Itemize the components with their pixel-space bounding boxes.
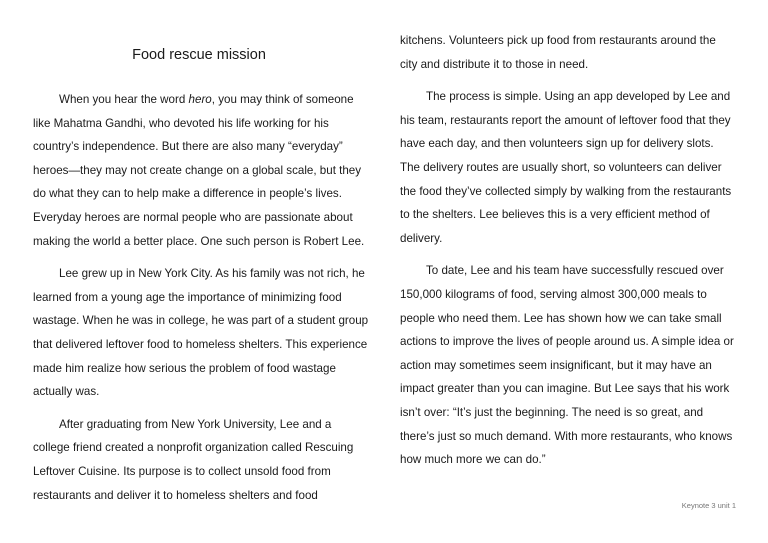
paragraph-4: The process is simple. Using an app developed by Lee and his team, restaurants report the amount of leftover food that they have each day, and then volunteers sign up for delivery slots. The delivery routes are usually short, so volunteers can deliver the food they’ve collected simply by walking from the restaurants to the shelters. Lee believes this is a very efficient method of delivery. bbox=[400, 90, 732, 245]
paragraph-1 bbox=[33, 88, 369, 253]
paragraph-2: Lee grew up in New York City. As his family was not rich, he learned from a young age the importance of minimizing food wastage. When he was in college, he was part of a student group that delivered leftover food to homeless shelters. This experience made him realize how serious the problem of food wastage actually was. bbox=[33, 267, 369, 399]
page-footer: Keynote 3 unit 1 bbox=[681, 501, 736, 510]
paragraph-1-start: When you hear the word bbox=[59, 93, 189, 106]
paragraph-1-rest: , you may think of someone like Mahatma Gandhi, who devoted his life working for his country’s independence. But there are also many “everyday” heroes—they may not create change on a global scale, but they do what they can to help make a difference in people’s lives. Everyday heroes are normal people who are passionate about making the world a better place. One such person is Robert Lee. bbox=[33, 93, 365, 248]
article-title: Food rescue mission bbox=[132, 47, 266, 63]
paragraph-5: To date, Lee and his team have successfully rescued over 150,000 kilograms of food, serving almost 300,000 meals to people who need them. Lee has shown how we can take small actions to improve the lives of people around us. A simple idea or action may sometimes seem insignificant, but it may have an impact greater than you can imagine. But Lee says that his work isn’t over: “It’s just the beginning. The need is so great, and there’s just so much demand. With more restaurants, who knows how much more we can do.” bbox=[400, 264, 734, 467]
right-column bbox=[400, 29, 736, 481]
left-column bbox=[33, 43, 369, 516]
paragraph-3: After graduating from New York University, Lee and a college friend created a nonprofit organization called Rescuing Leftover Cuisine. Its purpose is to collect unsold food from restaurants and deliver it to homeless shelters and food bbox=[33, 417, 354, 502]
paragraph-3-continued: kitchens. Volunteers pick up food from restaurants around the city and distribute it to those in need. bbox=[400, 34, 716, 71]
emphasis-hero: hero bbox=[188, 93, 212, 106]
